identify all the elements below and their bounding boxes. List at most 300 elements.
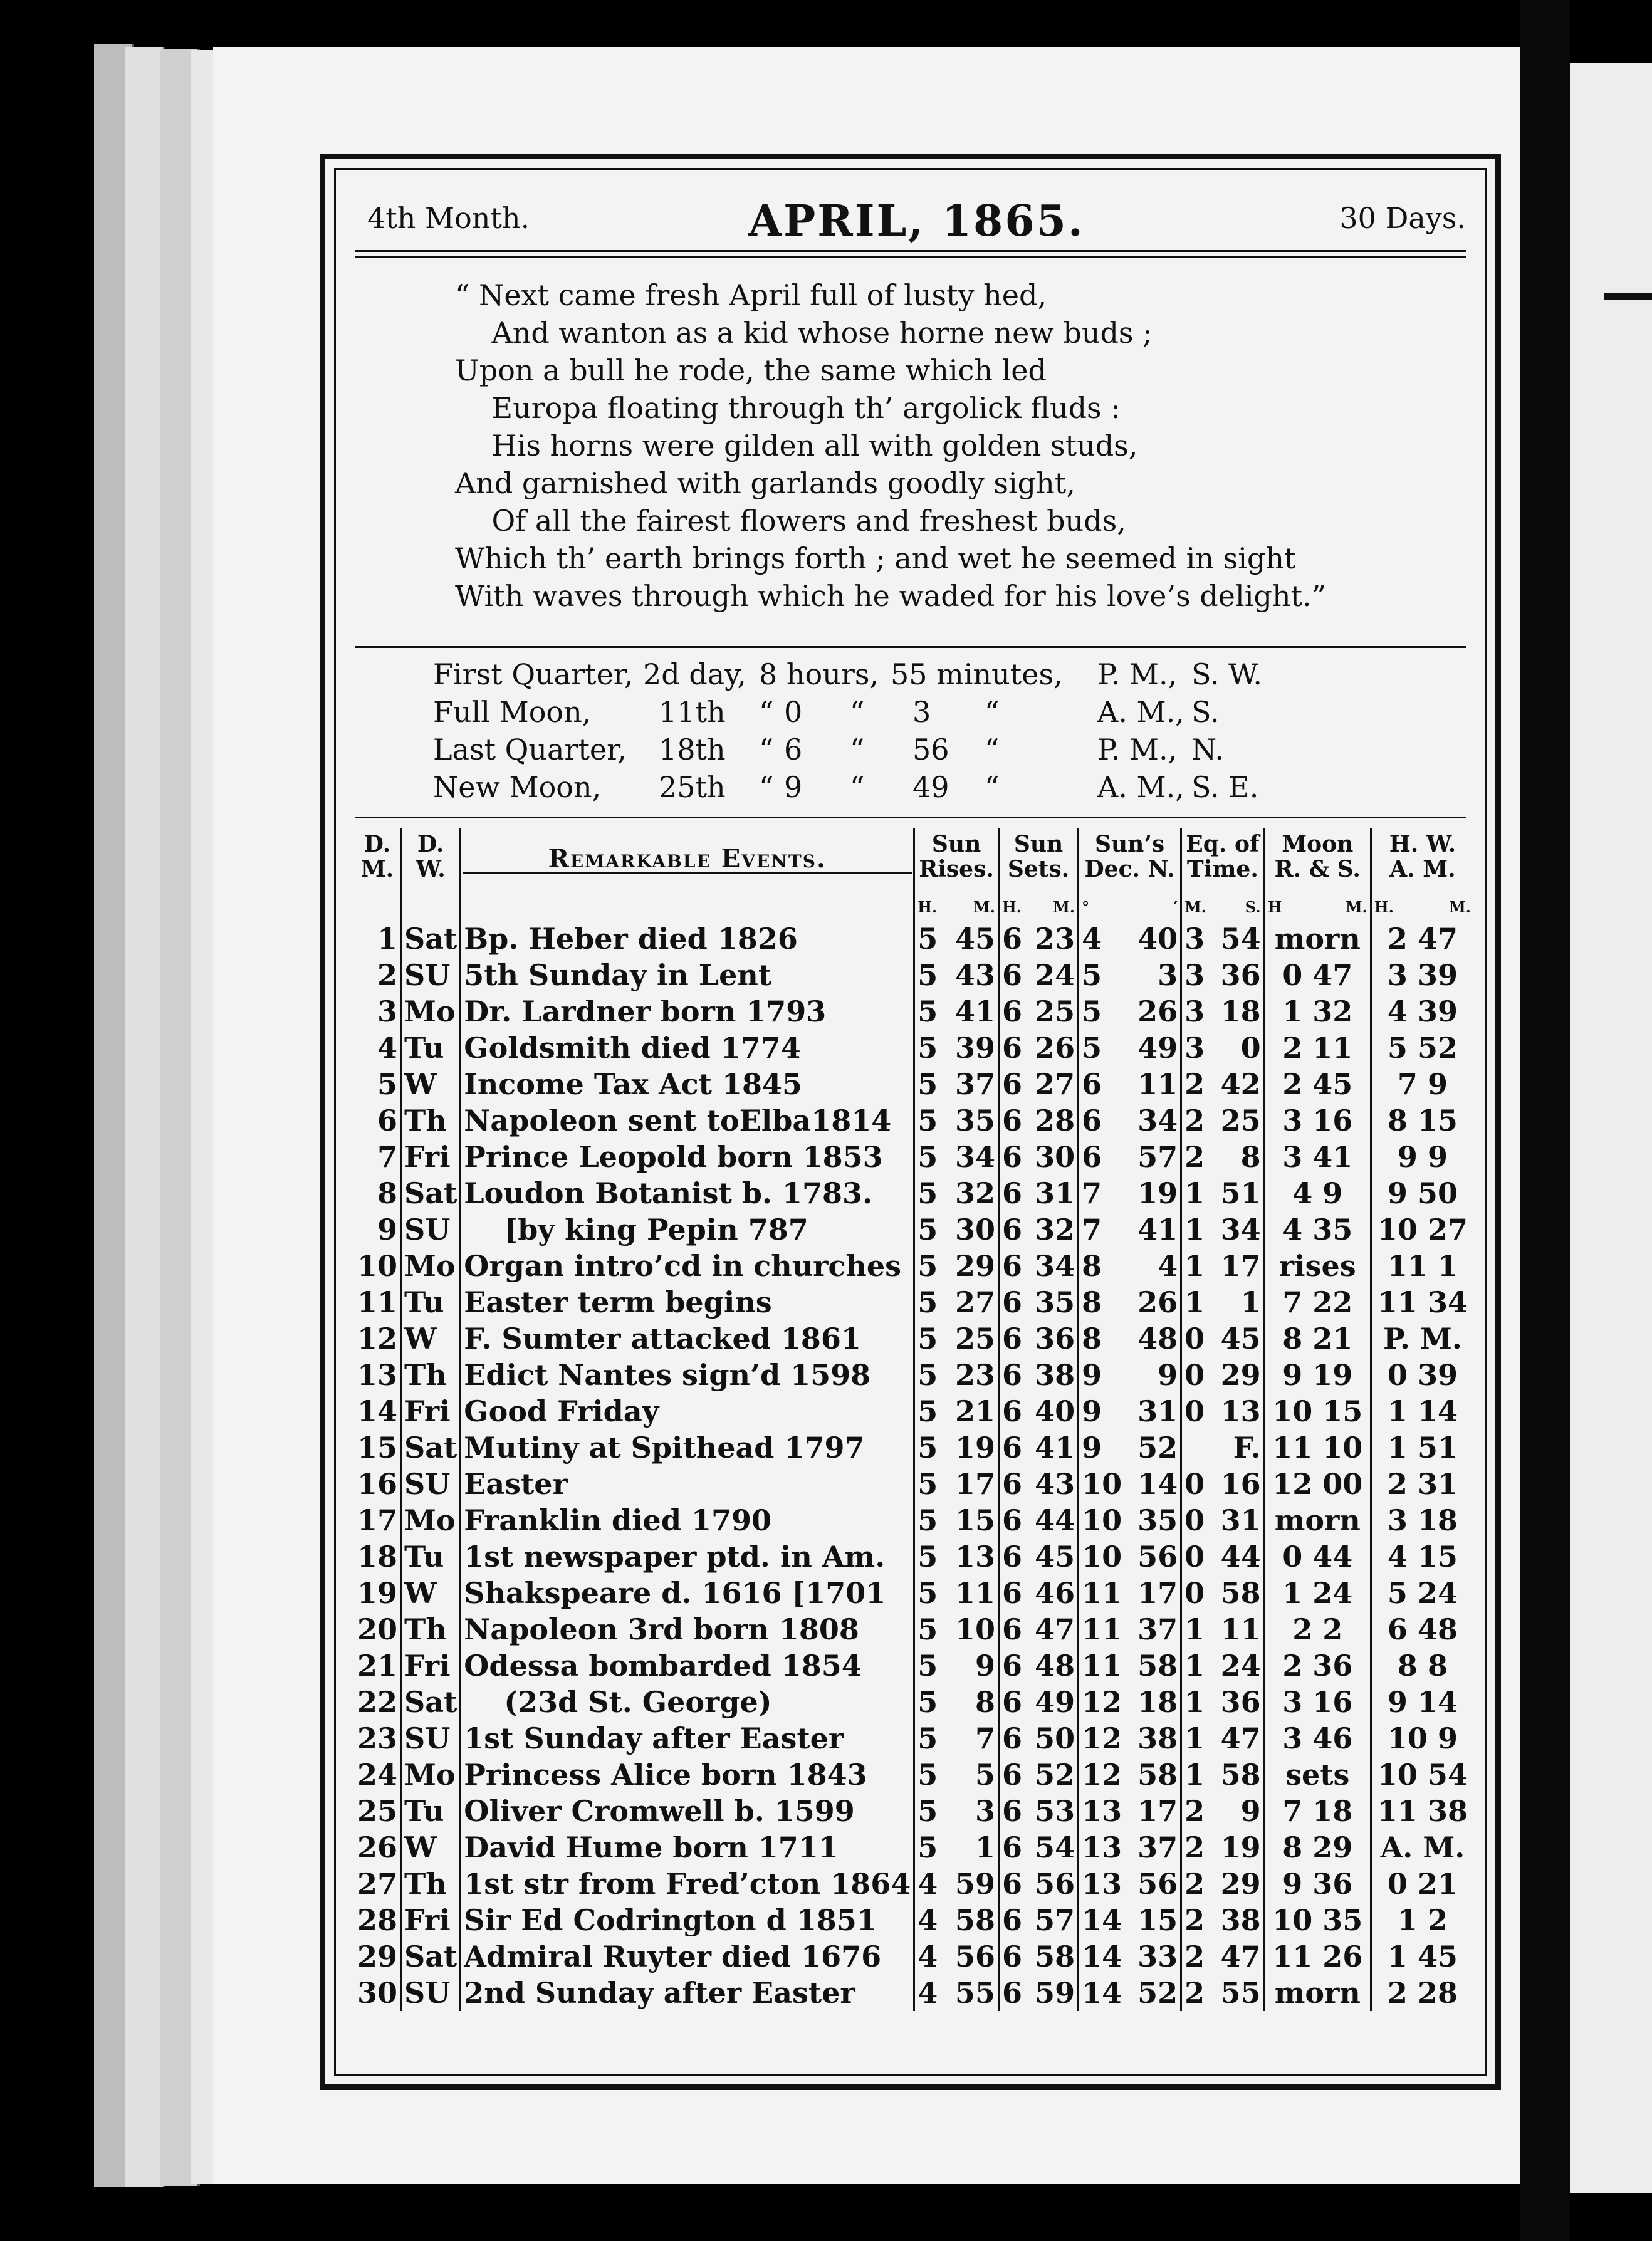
- sun-dec-cell: [1079, 1757, 1181, 1793]
- day-of-month-cell: 30: [357, 1976, 398, 2010]
- high-water-cell: 5 24: [1371, 1575, 1473, 1611]
- sun-dec-cell: [1079, 1975, 1181, 2011]
- high-water-cell: 8 8: [1371, 1648, 1473, 1684]
- day-of-month-cell: 14: [357, 1394, 398, 1428]
- sun-rises-cell-value-part: 13: [954, 1540, 995, 1574]
- moon-hours: 9: [784, 770, 803, 804]
- sun-rises-cell-value: [917, 1320, 995, 1357]
- col-events-label: Remarkable Events.: [463, 847, 912, 874]
- event-cell: Oliver Cromwell b. 1599: [461, 1793, 914, 1829]
- event-cell: Income Tax Act 1845: [461, 1066, 914, 1102]
- day-of-week-cell: SU: [401, 1211, 461, 1248]
- moon-cell: morn: [1264, 1975, 1371, 2011]
- event-cell: Princess Alice born 1843: [461, 1757, 914, 1793]
- eq-time-cell-value-part: 24: [1220, 1649, 1261, 1683]
- sun-rises-cell-value-part: 25: [954, 1322, 995, 1356]
- sun-sets-cell-value: [1002, 1611, 1075, 1648]
- sun-dec-cell-value-part: 17: [1137, 1794, 1178, 1828]
- sun-dec-cell-value-part: 8: [1082, 1322, 1102, 1356]
- sun-dec-cell-value-part: 4: [1158, 1249, 1178, 1283]
- sun-rises-cell-value-part: 29: [954, 1249, 995, 1283]
- moon-cell: 1 32: [1264, 993, 1371, 1030]
- sun-dec-cell-value-part: 52: [1137, 1431, 1178, 1465]
- sun-sets-cell: [998, 1575, 1078, 1611]
- eq-time-cell-value-part: 19: [1220, 1831, 1261, 1864]
- sun-rises-cell-value-part: 5: [917, 1540, 938, 1574]
- sun-dec-cell-value-part: 18: [1137, 1685, 1178, 1719]
- sun-rises-cell-value: [917, 1938, 995, 1975]
- moon-cell: 2 2: [1264, 1611, 1371, 1648]
- table-row: [355, 1829, 1473, 1866]
- units-row: [355, 882, 1473, 921]
- event-cell: 1st Sunday after Easter: [461, 1720, 914, 1757]
- poem-line: With waves through which he waded for his love’s delight.”: [455, 579, 1327, 613]
- sun-rises-cell-value: [917, 1829, 995, 1866]
- sun-sets-cell-value-part: 6: [1001, 1140, 1022, 1174]
- sun-dec-cell-value: [1082, 1066, 1178, 1102]
- moon-cell: 11 26: [1264, 1938, 1371, 1975]
- sun-rises-cell-value: [917, 1684, 995, 1720]
- sun-dec-cell-value-part: 9: [1082, 1358, 1102, 1392]
- sun-sets-cell-value-part: 6: [1001, 1940, 1022, 1973]
- moon-cell: 2 36: [1264, 1648, 1371, 1684]
- high-water-cell: 9 50: [1371, 1175, 1473, 1211]
- sun-rises-cell-value-part: 5: [917, 1213, 938, 1246]
- moon-minutes: 56: [912, 733, 949, 766]
- sun-dec-cell-value-part: 56: [1137, 1540, 1178, 1574]
- sun-sets-cell-value-part: 6: [1001, 922, 1022, 956]
- sun-rises-cell-value-part: 5: [917, 1285, 938, 1319]
- unit-cell: [355, 882, 401, 921]
- sun-rises-cell: [914, 993, 999, 1030]
- sun-dec-cell-value-part: 38: [1137, 1721, 1178, 1755]
- eq-time-cell-value: [1184, 1429, 1261, 1466]
- sun-sets-cell-value: [1002, 1938, 1075, 1975]
- high-water-cell: 4 15: [1371, 1538, 1473, 1575]
- sun-rises-cell-value-part: 4: [917, 1903, 938, 1937]
- unit-cell: [998, 882, 1078, 921]
- sun-rises-cell-value: [917, 1720, 995, 1757]
- sun-sets-cell: [998, 1502, 1078, 1538]
- table-header: [355, 828, 1473, 882]
- sun-dec-cell-value-part: 14: [1082, 1903, 1122, 1937]
- event-cell: [by king Pepin 787: [461, 1211, 914, 1248]
- col-sun-rises: Sun Rises.: [914, 828, 999, 882]
- moon-cell: 8 21: [1264, 1320, 1371, 1357]
- moon-rule: [355, 817, 1466, 818]
- eq-time-cell-value-part: 2: [1184, 1104, 1205, 1137]
- sun-rises-cell-value-part: 27: [954, 1285, 995, 1319]
- day-of-week-cell: SU: [401, 1975, 461, 2011]
- col-equation-of-time: Eq. of Time.: [1181, 828, 1265, 882]
- sun-sets-cell-value-part: 26: [1035, 1031, 1075, 1065]
- unit-cell: [1264, 882, 1371, 921]
- sun-rises-cell-value-part: 5: [917, 1794, 938, 1828]
- sun-dec-cell: [1079, 1902, 1181, 1938]
- high-water-cell: 7 9: [1371, 1066, 1473, 1102]
- day-of-month-cell: 20: [357, 1612, 398, 1646]
- eq-time-cell-value-part: 1: [1240, 1285, 1261, 1319]
- sun-rises-cell-value-part: 5: [917, 1431, 938, 1465]
- event-cell: Odessa bombarded 1854: [461, 1648, 914, 1684]
- sun-rises-cell-value-part: 5: [917, 958, 938, 992]
- high-water-cell: 1 51: [1371, 1429, 1473, 1466]
- sun-rises-cell: [914, 1211, 999, 1248]
- unit-label: M.: [1449, 898, 1471, 916]
- sun-dec-cell-value-part: 37: [1137, 1831, 1178, 1864]
- eq-time-cell-value-part: 34: [1220, 1213, 1261, 1246]
- sun-sets-cell: [998, 1720, 1078, 1757]
- day-of-week-cell: SU: [401, 1720, 461, 1757]
- day-of-week-cell: W: [401, 1320, 461, 1357]
- day-of-month-cell: 18: [357, 1540, 398, 1574]
- sun-sets-cell-value: [1002, 1684, 1075, 1720]
- eq-time-cell-value-part: 0: [1184, 1540, 1205, 1574]
- moon-phase: First Quarter,: [433, 657, 634, 691]
- sun-rises-cell-value-part: 5: [917, 1358, 938, 1392]
- sun-dec-cell-value-part: 31: [1137, 1394, 1178, 1428]
- sun-dec-cell: [1079, 1284, 1181, 1320]
- moon-minutes: 55 minutes,: [891, 657, 1063, 691]
- sun-dec-cell-value: [1082, 1357, 1178, 1393]
- sun-rises-cell-value-part: 59: [954, 1867, 995, 1901]
- high-water-cell: 1 14: [1371, 1393, 1473, 1429]
- sun-rises-cell-value-part: 4: [917, 1940, 938, 1973]
- sun-rises-cell-value: [917, 1139, 995, 1175]
- moon-day: 2d day,: [643, 657, 746, 691]
- sun-sets-cell-value-part: 48: [1035, 1649, 1075, 1683]
- sun-sets-cell-value: [1002, 1357, 1075, 1393]
- eq-time-cell-value-part: 3: [1184, 922, 1205, 956]
- eq-time-cell-value-part: 44: [1220, 1540, 1261, 1574]
- sun-dec-cell: [1079, 1211, 1181, 1248]
- moon-phase: Full Moon,: [433, 695, 592, 729]
- sun-rises-cell-value: [917, 1502, 995, 1538]
- sun-dec-cell-value-part: 9: [1082, 1431, 1102, 1465]
- sun-dec-cell: [1079, 1538, 1181, 1575]
- eq-time-cell: [1181, 1866, 1265, 1902]
- day-of-week-cell: Mo: [401, 1757, 461, 1793]
- sun-sets-cell-value-part: 6: [1001, 1213, 1022, 1246]
- sun-dec-cell: [1079, 957, 1181, 993]
- sun-rises-cell-value-part: 5: [917, 1067, 938, 1101]
- sun-sets-cell: [998, 921, 1078, 957]
- sun-rises-cell-value: [917, 1793, 995, 1829]
- table-row: [355, 1139, 1473, 1175]
- sun-rises-cell: [914, 1393, 999, 1429]
- sun-rises-cell-value: [917, 1611, 995, 1648]
- moon-day: 18th: [659, 733, 726, 766]
- sun-sets-cell-value-part: 54: [1035, 1831, 1075, 1864]
- sun-dec-cell-value-part: 13: [1082, 1867, 1122, 1901]
- sun-dec-cell-value: [1082, 921, 1178, 957]
- sun-dec-cell: [1079, 1066, 1181, 1102]
- sun-rises-cell-value: [917, 1866, 995, 1902]
- sun-sets-cell-value-part: 40: [1035, 1394, 1075, 1428]
- sun-rises-cell: [914, 1757, 999, 1793]
- eq-time-cell: [1181, 1320, 1265, 1357]
- sun-rises-cell: [914, 1829, 999, 1866]
- eq-time-cell: [1181, 921, 1265, 957]
- moon-hours: 0: [784, 695, 803, 729]
- day-of-week-cell: Th: [401, 1102, 461, 1139]
- day-of-month-cell: 13: [357, 1358, 398, 1392]
- sun-sets-cell-value-part: 6: [1001, 1467, 1022, 1501]
- sun-sets-cell: [998, 1757, 1078, 1793]
- sun-rises-cell-value: [917, 1393, 995, 1429]
- event-cell: Goldsmith died 1774: [461, 1030, 914, 1066]
- moon-cell: 10 15: [1264, 1393, 1371, 1429]
- sun-sets-cell-value-part: 6: [1001, 1104, 1022, 1137]
- days-count: 30 Days.: [1339, 201, 1466, 235]
- high-water-cell: 10 54: [1371, 1757, 1473, 1793]
- eq-time-cell-value: [1184, 1866, 1261, 1902]
- table-row: [355, 1720, 1473, 1757]
- sun-rises-cell-value-part: 3: [975, 1794, 995, 1828]
- sun-rises-cell-value-part: 4: [917, 1976, 938, 2010]
- table-row: [355, 993, 1473, 1030]
- sun-sets-cell-value-part: 25: [1035, 995, 1075, 1028]
- eq-time-cell-value: [1184, 1320, 1261, 1357]
- sun-rises-cell-value-part: 19: [954, 1431, 995, 1465]
- sun-rises-cell-value: [917, 1757, 995, 1793]
- day-of-month-cell: 5: [377, 1067, 398, 1101]
- sun-dec-cell-value-part: 8: [1082, 1249, 1102, 1283]
- moon-cell: 3 41: [1264, 1139, 1371, 1175]
- eq-time-cell-value-part: 2: [1184, 1867, 1205, 1901]
- sun-dec-cell-value-part: 10: [1082, 1503, 1122, 1537]
- eq-time-cell-value-part: 2: [1184, 1067, 1205, 1101]
- eq-time-cell: [1181, 1611, 1265, 1648]
- sun-rises-cell: [914, 957, 999, 993]
- day-of-week-cell: Tu: [401, 1030, 461, 1066]
- moon-cell: 3 46: [1264, 1720, 1371, 1757]
- eq-time-cell-value-part: 2: [1184, 1976, 1205, 2010]
- table-row: [355, 1866, 1473, 1902]
- moon-cell: 9 36: [1264, 1866, 1371, 1902]
- sun-dec-cell-value-part: 12: [1082, 1721, 1122, 1755]
- sun-rises-cell-value-part: 5: [917, 1831, 938, 1864]
- sun-sets-cell-value-part: 6: [1001, 1721, 1022, 1755]
- sun-sets-cell-value-part: 6: [1001, 1867, 1022, 1901]
- moon-q1: “: [759, 733, 774, 766]
- eq-time-cell-value-part: 9: [1240, 1794, 1261, 1828]
- day-of-week-cell: SU: [401, 957, 461, 993]
- day-of-month-cell: 28: [357, 1903, 398, 1937]
- moon-cell: morn: [1264, 1502, 1371, 1538]
- sun-sets-cell-value: [1002, 1866, 1075, 1902]
- sun-rises-cell-value-part: 43: [954, 958, 995, 992]
- moon-cell: sets: [1264, 1757, 1371, 1793]
- sun-sets-cell: [998, 993, 1078, 1030]
- sun-dec-cell-value: [1082, 1829, 1178, 1866]
- sun-dec-cell-value-part: 49: [1137, 1031, 1178, 1065]
- eq-time-cell: [1181, 1502, 1265, 1538]
- eq-time-cell-value-part: 47: [1220, 1940, 1261, 1973]
- sun-rises-cell: [914, 1902, 999, 1938]
- eq-time-cell-value-part: 1: [1184, 1758, 1205, 1792]
- day-of-month-cell: 11: [357, 1285, 398, 1319]
- poem-line: His horns were gilden all with golden studs,: [455, 429, 1138, 462]
- event-cell: Napoleon sent toElba1814: [461, 1102, 914, 1139]
- eq-time-cell-value: [1184, 1684, 1261, 1720]
- sun-dec-cell-value-part: 48: [1137, 1322, 1178, 1356]
- poem-line: Which th’ earth brings forth ; and wet he seemed in sight: [455, 541, 1296, 575]
- sun-sets-cell-value: [1002, 1139, 1075, 1175]
- eq-time-cell: [1181, 1248, 1265, 1284]
- eq-time-cell-value-part: 1: [1184, 1213, 1205, 1246]
- sun-sets-cell-value: [1002, 1284, 1075, 1320]
- sun-sets-cell: [998, 957, 1078, 993]
- poem-rule: [355, 646, 1466, 648]
- sun-dec-cell: [1079, 1320, 1181, 1357]
- day-of-week-cell: W: [401, 1829, 461, 1866]
- sun-sets-cell-value-part: 53: [1035, 1794, 1075, 1828]
- eq-time-cell: [1181, 1102, 1265, 1139]
- high-water-cell: 10 9: [1371, 1720, 1473, 1757]
- sun-dec-cell-value: [1082, 1102, 1178, 1139]
- sun-sets-cell-value-part: 56: [1035, 1867, 1075, 1901]
- table-row: [355, 1575, 1473, 1611]
- sun-sets-cell-value-part: 57: [1035, 1903, 1075, 1937]
- eq-time-cell-value-part: 0: [1184, 1503, 1205, 1537]
- eq-time-cell-value-part: 2: [1184, 1903, 1205, 1937]
- sun-dec-cell: [1079, 1248, 1181, 1284]
- sun-sets-cell-value-part: 38: [1035, 1358, 1075, 1392]
- sun-sets-cell-value: [1002, 1720, 1075, 1757]
- table-row: [355, 1757, 1473, 1793]
- day-of-week-cell: Mo: [401, 993, 461, 1030]
- col-moon: Moon R. & S.: [1264, 828, 1371, 882]
- day-of-week-cell: Sat: [401, 1429, 461, 1466]
- eq-time-cell-value-part: 18: [1220, 995, 1261, 1028]
- eq-time-cell-value: [1184, 1248, 1261, 1284]
- sun-sets-cell-value-part: 6: [1001, 958, 1022, 992]
- eq-time-cell-value-part: 1: [1184, 1685, 1205, 1719]
- moon-ampm: A. M.,: [1097, 695, 1184, 729]
- unit-label: H: [1267, 898, 1282, 916]
- moon-cell: 7 22: [1264, 1284, 1371, 1320]
- eq-time-cell-value-part: 36: [1220, 958, 1261, 992]
- sun-rises-cell-value-part: 9: [975, 1649, 995, 1683]
- sun-rises-cell-value: [917, 1030, 995, 1066]
- sun-sets-cell-value: [1002, 993, 1075, 1030]
- sun-rises-cell: [914, 1684, 999, 1720]
- eq-time-cell-value: [1184, 1757, 1261, 1793]
- sun-sets-cell-value: [1002, 1393, 1075, 1429]
- sun-dec-cell-value-part: 5: [1082, 995, 1102, 1028]
- day-of-week-cell: Fri: [401, 1139, 461, 1175]
- sun-dec-cell-value: [1082, 1466, 1178, 1502]
- facing-page: [1570, 63, 1652, 2193]
- eq-time-cell: [1181, 1066, 1265, 1102]
- sun-sets-cell-value-part: 43: [1035, 1467, 1075, 1501]
- sun-sets-cell: [998, 1139, 1078, 1175]
- moon-cell: 3 16: [1264, 1102, 1371, 1139]
- eq-time-cell-value-part: 58: [1220, 1758, 1261, 1792]
- sun-dec-cell-value: [1082, 1320, 1178, 1357]
- day-of-month-cell: 12: [357, 1322, 398, 1356]
- day-of-week-cell: Sat: [401, 921, 461, 957]
- moon-phase: New Moon,: [433, 770, 602, 804]
- sun-sets-cell-value-part: 6: [1001, 1758, 1022, 1792]
- moon-q3: “: [985, 695, 1000, 729]
- moon-cell: 2 11: [1264, 1030, 1371, 1066]
- sun-dec-cell-value: [1082, 1938, 1178, 1975]
- eq-time-cell-value-part: 1: [1184, 1285, 1205, 1319]
- eq-time-cell-value-part: 3: [1184, 958, 1205, 992]
- sun-sets-cell-value-part: 31: [1035, 1176, 1075, 1210]
- sun-dec-cell-value: [1082, 1902, 1178, 1938]
- sun-sets-cell: [998, 1466, 1078, 1502]
- high-water-cell: 1 45: [1371, 1938, 1473, 1975]
- sun-dec-cell: [1079, 1175, 1181, 1211]
- sun-sets-cell-value-part: 6: [1001, 1394, 1022, 1428]
- sun-sets-cell: [998, 1429, 1078, 1466]
- day-of-week-cell: Mo: [401, 1502, 461, 1538]
- sun-dec-cell-value: [1082, 1866, 1178, 1902]
- sun-dec-cell-value-part: 11: [1082, 1612, 1122, 1646]
- eq-time-cell-value-part: 2: [1184, 1140, 1205, 1174]
- sun-dec-cell-value-part: 14: [1082, 1976, 1122, 2010]
- sun-sets-cell-value-part: 6: [1001, 1322, 1022, 1356]
- eq-time-cell: [1181, 1030, 1265, 1066]
- sun-sets-cell-value-part: 46: [1035, 1576, 1075, 1610]
- eq-time-cell-value-part: 11: [1220, 1612, 1261, 1646]
- sun-rises-cell-value-part: 5: [917, 1031, 938, 1065]
- sun-dec-cell-value-part: 12: [1082, 1685, 1122, 1719]
- eq-time-cell-value: [1184, 1975, 1261, 2011]
- sun-sets-cell: [998, 1611, 1078, 1648]
- sun-dec-cell: [1079, 1393, 1181, 1429]
- sun-rises-cell-value: [917, 1175, 995, 1211]
- sun-sets-cell: [998, 1829, 1078, 1866]
- sun-sets-cell: [998, 1393, 1078, 1429]
- eq-time-cell-value-part: 47: [1220, 1721, 1261, 1755]
- eq-time-cell-value-part: 54: [1220, 922, 1261, 956]
- sun-rises-cell-value-part: 5: [917, 1104, 938, 1137]
- sun-sets-cell-value: [1002, 1248, 1075, 1284]
- sun-sets-cell-value-part: 24: [1035, 958, 1075, 992]
- moon-cell: 4 35: [1264, 1211, 1371, 1248]
- sun-rises-cell-value-part: 5: [917, 1140, 938, 1174]
- sun-rises-cell-value: [917, 1357, 995, 1393]
- day-of-month-cell: 6: [377, 1104, 398, 1137]
- unit-label: M.: [1345, 898, 1367, 916]
- sun-sets-cell: [998, 1175, 1078, 1211]
- sun-rises-cell: [914, 1938, 999, 1975]
- day-of-week-cell: Sat: [401, 1175, 461, 1211]
- sun-dec-cell-value: [1082, 1575, 1178, 1611]
- sun-dec-cell-value: [1082, 1175, 1178, 1211]
- eq-time-cell-value: [1184, 1611, 1261, 1648]
- sun-dec-cell-value-part: 34: [1137, 1104, 1178, 1137]
- eq-time-cell: [1181, 957, 1265, 993]
- eq-time-cell: [1181, 1757, 1265, 1793]
- sun-sets-cell-value: [1002, 1575, 1075, 1611]
- eq-time-cell: [1181, 1793, 1265, 1829]
- sun-dec-cell-value-part: 15: [1137, 1903, 1178, 1937]
- sun-rises-cell-value: [917, 1538, 995, 1575]
- moon-ampm: P. M.,: [1097, 733, 1178, 766]
- unit-label: H.: [917, 898, 938, 916]
- table-row: [355, 957, 1473, 993]
- sun-dec-cell: [1079, 1684, 1181, 1720]
- eq-time-cell-value: [1184, 1175, 1261, 1211]
- sun-sets-cell-value-part: 28: [1035, 1104, 1075, 1137]
- sun-dec-cell: [1079, 1102, 1181, 1139]
- sun-dec-cell: [1079, 1866, 1181, 1902]
